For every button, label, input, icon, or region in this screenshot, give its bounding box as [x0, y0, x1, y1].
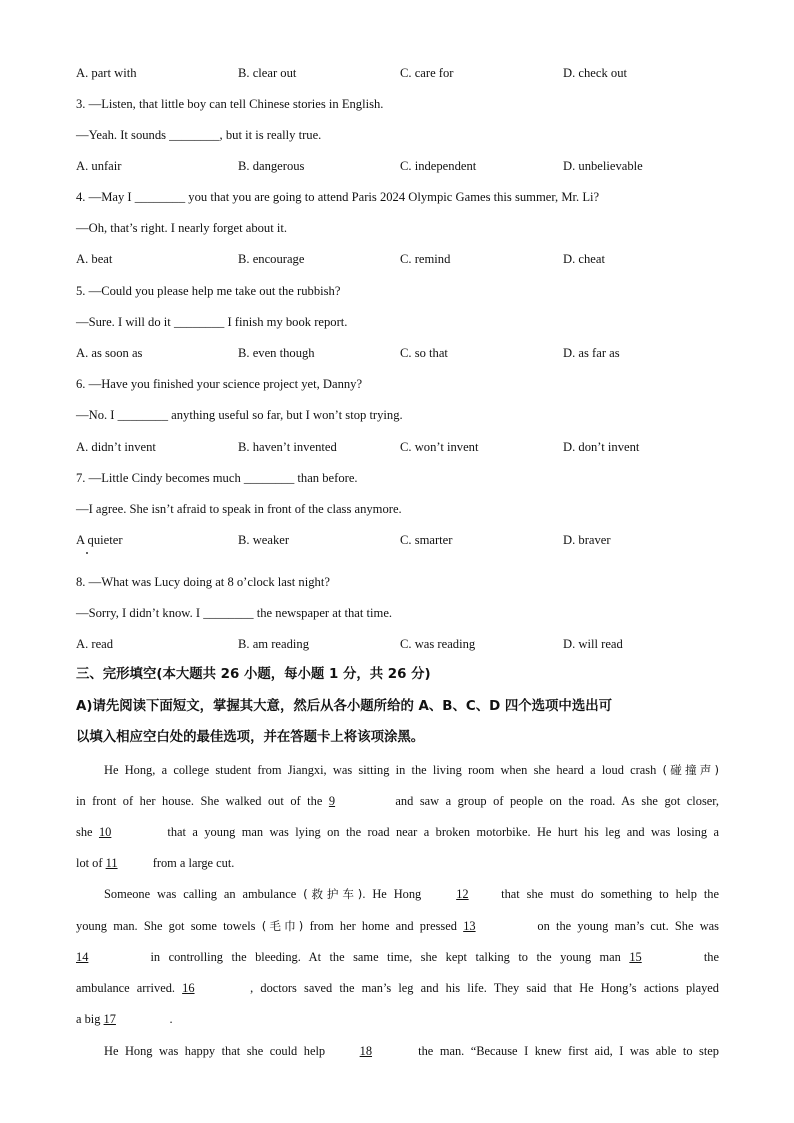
q6-reply: —No. I ________ anything useful so far, but I won’t stop trying.: [76, 408, 403, 422]
stray-dot: [86, 552, 88, 554]
passage-line: [76, 949, 719, 965]
q5-option-d[interactable]: D. as far as: [563, 346, 620, 360]
passage-line: [76, 762, 719, 778]
q5-stem: 5. —Could you please help me take out the rubbish?: [76, 284, 341, 298]
gloss-text: (碰撞声): [662, 763, 719, 777]
passage-text: on the young man’s cut. She was: [537, 919, 719, 933]
q7-stem: 7. —Little Cindy becomes much ________ than before.: [76, 471, 358, 485]
passage-line: [76, 1043, 719, 1059]
q2-options: [76, 65, 736, 81]
q4-option-b[interactable]: B. encourage: [238, 252, 305, 266]
passage-text: ambulance arrived.: [76, 981, 175, 995]
passage-text: and saw a group of people on the road. As she got closer,: [395, 794, 719, 808]
q4-option-d[interactable]: D. cheat: [563, 252, 605, 266]
passage-text: .: [169, 1012, 173, 1026]
q8-option-b[interactable]: B. am reading: [238, 637, 309, 651]
q5-option-a[interactable]: A. as soon as: [76, 346, 143, 360]
passage-text: He Hong, a college student from Jiangxi, was sitting in the living room when she heard a loud crash: [104, 763, 657, 777]
q4-options: [76, 251, 736, 267]
blank-16[interactable]: 16: [182, 981, 195, 995]
q3-stem: 3. —Listen, that little boy can tell Chinese stories in English.: [76, 97, 384, 111]
passage-line: [76, 793, 719, 809]
section-title: 三、完形填空(本大题共 26 小题，每小题 1 分，共 26 分): [76, 667, 431, 682]
q3-reply: —Yeah. It sounds ________, but it is really true.: [76, 128, 322, 142]
passage-text: Someone was calling an ambulance: [104, 887, 297, 901]
q3-option-d[interactable]: D. unbelievable: [563, 159, 643, 173]
q7-option-b[interactable]: B. weaker: [238, 533, 290, 547]
passage-text: , doctors saved the man’s leg and his life. They said that He Hong’s actions played: [250, 981, 719, 995]
q6-option-b[interactable]: B. haven’t invented: [238, 440, 337, 454]
blank-17[interactable]: 17: [103, 1012, 116, 1026]
passage-text: from her home and pressed: [309, 919, 457, 933]
passage-text: a big: [76, 1012, 101, 1026]
passage-line: [76, 855, 719, 871]
passage-text: in front of her house. She walked out of the: [76, 794, 323, 808]
q4-option-a[interactable]: A. beat: [76, 252, 113, 266]
gloss-text: (毛巾): [261, 919, 304, 933]
blank-11[interactable]: 11: [105, 856, 118, 870]
q8-option-c[interactable]: C. was reading: [400, 637, 476, 651]
passage-text: the man. “Because I knew first aid, I was able to step: [418, 1044, 719, 1058]
q8-options: [76, 636, 736, 652]
passage-text: from a large cut.: [152, 856, 235, 870]
passage-text: she: [76, 825, 93, 839]
q6-stem: 6. —Have you finished your science project yet, Danny?: [76, 377, 363, 391]
q4-option-c[interactable]: C. remind: [400, 252, 451, 266]
passage-line: [76, 918, 719, 934]
passage-line: [76, 886, 719, 902]
q8-stem: 8. —What was Lucy doing at 8 o’clock last night?: [76, 575, 330, 589]
q5-option-b[interactable]: B. even though: [238, 346, 315, 360]
q6-option-c[interactable]: C. won’t invent: [400, 440, 479, 454]
q2-option-b[interactable]: B. clear out: [238, 66, 297, 80]
q3-option-b[interactable]: B. dangerous: [238, 159, 305, 173]
q8-option-d[interactable]: D. will read: [563, 637, 623, 651]
gloss-text: (救护车): [303, 887, 363, 901]
q7-option-d[interactable]: D. braver: [563, 533, 611, 547]
q7-option-a[interactable]: A quieter: [76, 533, 123, 547]
blank-14[interactable]: 14: [76, 950, 89, 964]
q2-option-c[interactable]: C. care for: [400, 66, 454, 80]
q5-options: [76, 345, 736, 361]
q8-reply: —Sorry, I didn’t know. I ________ the newspaper at that time.: [76, 606, 393, 620]
q4-stem: 4. —May I ________ you that you are going to attend Paris 2024 Olympic Games this summer, Mr. Li?: [76, 190, 600, 204]
q2-option-a[interactable]: A. part with: [76, 66, 137, 80]
q3-option-a[interactable]: A. unfair: [76, 159, 122, 173]
q5-option-c[interactable]: C. so that: [400, 346, 448, 360]
passage-text: in controlling the bleeding. At the same time, she kept talking to the young man: [150, 950, 621, 964]
q4-reply: —Oh, that’s right. I nearly forget about it.: [76, 221, 288, 235]
q6-option-d[interactable]: D. don’t invent: [563, 440, 640, 454]
blank-10[interactable]: 10: [98, 825, 112, 839]
q6-options: [76, 439, 736, 455]
passage-text: He Hong was happy that she could help: [104, 1044, 326, 1058]
q2-option-d[interactable]: D. check out: [563, 66, 627, 80]
blank-18[interactable]: 18: [359, 1044, 373, 1058]
q6-option-a[interactable]: A. didn’t invent: [76, 440, 156, 454]
blank-15[interactable]: 15: [629, 950, 642, 964]
q7-options: [76, 532, 736, 548]
q7-option-c[interactable]: C. smarter: [400, 533, 453, 547]
q8-option-a[interactable]: A. read: [76, 637, 114, 651]
passage-text: the: [703, 950, 719, 964]
q5-reply: —Sure. I will do it ________ I finish my book report.: [76, 315, 348, 329]
passage-line: [76, 824, 719, 840]
passage-text: that a young man was lying on the road near a broken motorbike. He hurt his leg and was losing a: [167, 825, 719, 839]
blank-12[interactable]: 12: [456, 887, 469, 901]
section-instruction-2: 以填入相应空白处的最佳选项，并在答题卡上将该项涂黑。: [76, 730, 425, 745]
passage-text: that she must do something to help the: [501, 887, 719, 901]
blank-9[interactable]: 9: [328, 794, 336, 808]
blank-13[interactable]: 13: [463, 919, 476, 933]
passage-text: . He Hong: [362, 887, 422, 901]
q3-options: [76, 158, 736, 174]
passage-text: young man. She got some towels: [76, 919, 256, 933]
section-instruction-1: A)请先阅读下面短文，掌握其大意，然后从各小题所给的 A、B、C、D 四个选项中选出可: [76, 699, 612, 714]
q3-option-c[interactable]: C. independent: [400, 159, 477, 173]
passage-text: lot of: [76, 856, 103, 870]
passage-line: [76, 1011, 719, 1027]
q7-reply: —I agree. She isn’t afraid to speak in front of the class anymore.: [76, 502, 402, 516]
passage-line: [76, 980, 719, 996]
